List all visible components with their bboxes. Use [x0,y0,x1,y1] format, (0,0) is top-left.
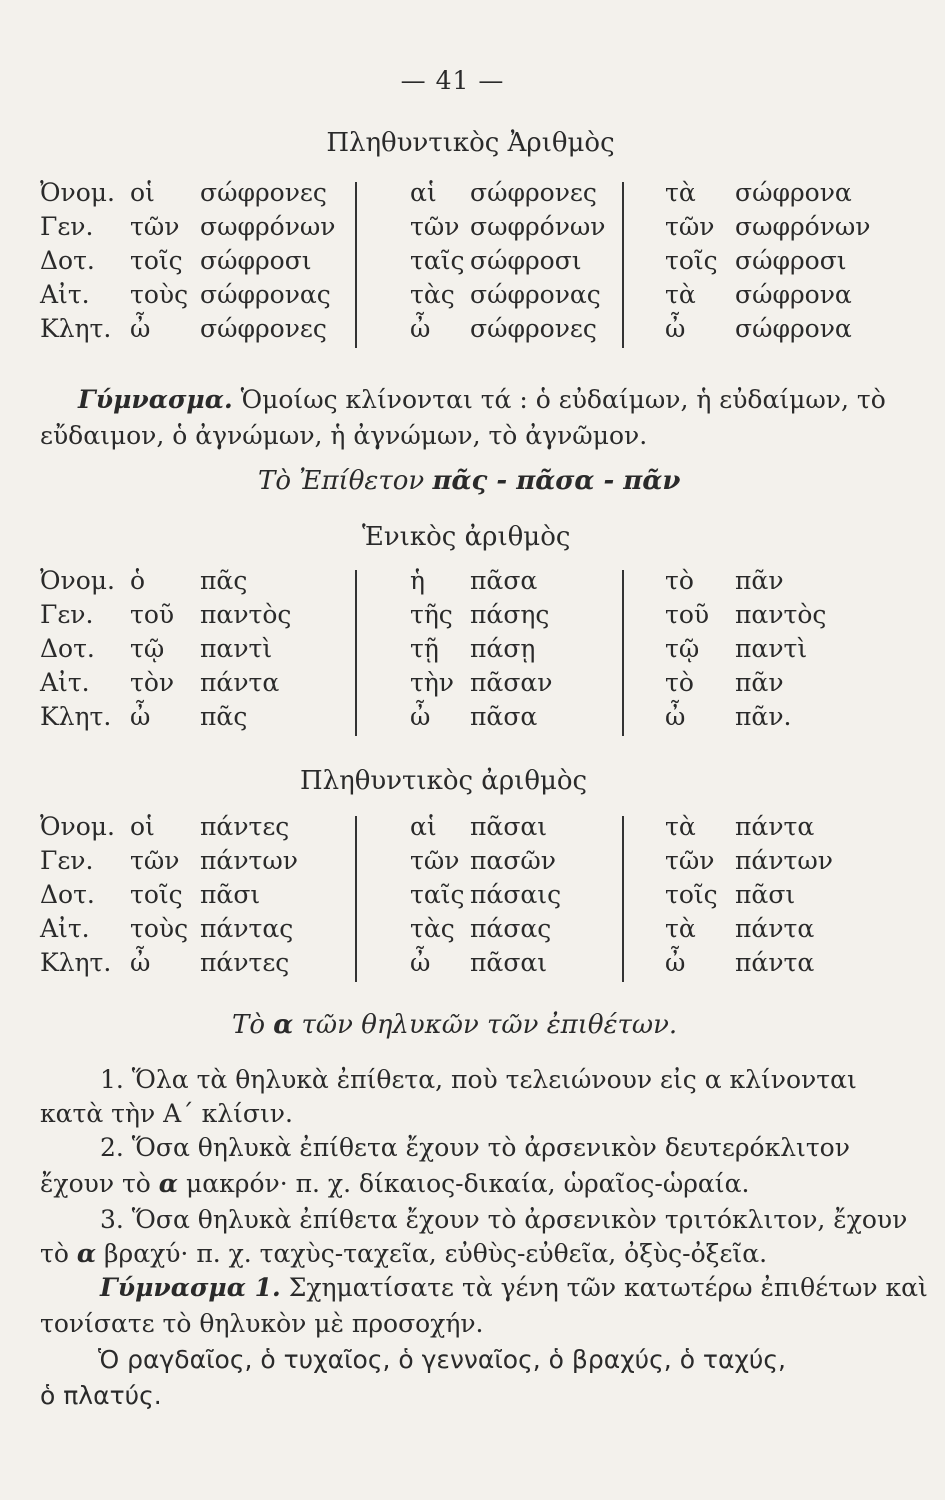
rule1-line2: κατὰ τὴν Α΄ κλίσιν. [40,1099,293,1128]
neut-article: τῶν [665,212,715,241]
column-divider [622,816,624,982]
fem-form: πάσαις [470,880,562,909]
fem-article: ὦ [410,702,431,731]
table-row [0,566,945,600]
masc-article: ὦ [130,314,151,343]
fem-form: πᾶσαν [470,668,553,697]
masc-form: σώφρονας [200,280,331,309]
masc-article: τοῦ [130,600,175,629]
case-label: Ὀνομ. [40,812,115,841]
masc-article: οἱ [130,812,155,841]
case-label: Αἰτ. [40,668,90,697]
rule2-line1: 2. Ὅσα θηλυκὰ ἐπίθετα ἔχουν τὸ ἀρσενικὸν δευτερόκλιτον [100,1133,850,1162]
fem-article: τὴν [410,668,455,697]
neut-form: σωφρόνων [735,212,871,241]
masc-form: σώφροσι [200,246,312,275]
rule3-line1: 3. Ὅσα θηλυκὰ ἐπίθετα ἔχουν τὸ ἀρσενικὸν τριτόκλιτον, ἔχουν [100,1205,908,1234]
table-row [0,600,945,634]
neut-article: τοῖς [665,880,718,909]
page-number: — 41 — [400,66,505,95]
neut-form: πᾶσι [735,880,796,909]
neut-article: τοῖς [665,246,718,275]
neut-article: ὦ [665,314,686,343]
case-label: Αἰτ. [40,280,90,309]
masc-article: τοῖς [130,880,183,909]
rule2-line2: ἔχουν τὸ α μακρόν· π. χ. δίκαιος-δικαία, ὡραῖος-ὡραία. [40,1169,750,1198]
case-label: Κλητ. [40,314,112,343]
neut-article: ὦ [665,702,686,731]
column-divider [355,816,357,982]
table-row [0,280,945,314]
masc-form: σώφρονες [200,178,327,207]
column-divider [355,182,357,348]
exercise1-line1: Γύμνασμα. Ὁμοίως κλίνονται τά : ὁ εὐδαίμων, ἡ εὐδαίμων, τὸ [78,385,886,414]
table-row [0,702,945,736]
case-label: Κλητ. [40,702,112,731]
exercise1-label: Γύμνασμα. [78,385,233,414]
fem-form: πάσῃ [470,634,536,663]
fem-form: σωφρόνων [470,212,606,241]
exercise2-line1: Γύμνασμα 1. Σχηματίσατε τὰ γένη τῶν κατωτέρω ἐπιθέτων καὶ [100,1273,928,1302]
masc-article: τὸν [130,668,175,697]
masc-article: οἱ [130,178,155,207]
fem-article: αἱ [410,178,437,207]
fem-article: τῶν [410,212,460,241]
fem-article: τῶν [410,846,460,875]
neut-article: τὰ [665,280,696,309]
column-divider [355,570,357,736]
neut-form: πᾶν [735,566,784,595]
fem-article: ἡ [410,566,425,595]
section3-heading: Πληθυντικὸς ἀριθμὸς [300,766,588,796]
neut-form: πάντων [735,846,833,875]
case-label: Δοτ. [40,634,95,663]
fem-article: τῇ [410,634,439,663]
fem-article: τὰς [410,280,455,309]
fem-article: ὦ [410,948,431,977]
case-label: Κλητ. [40,948,112,977]
masc-article: ὦ [130,948,151,977]
table-row [0,314,945,348]
masc-form: παντὶ [200,634,273,663]
case-label: Δοτ. [40,246,95,275]
case-label: Γεν. [40,212,94,241]
feminine-title: Τὸ α τῶν θηλυκῶν τῶν ἐπιθέτων. [232,1010,678,1040]
neut-form: σώφρονα [735,280,852,309]
neut-form: παντὸς [735,600,827,629]
masc-form: πάντα [200,668,280,697]
case-label: Ὀνομ. [40,566,115,595]
neut-article: τῶν [665,846,715,875]
neut-article: τὰ [665,178,696,207]
column-divider [622,570,624,736]
masc-form: πᾶς [200,566,248,595]
table-row [0,246,945,280]
fem-form: σώφρονες [470,178,597,207]
masc-form: σωφρόνων [200,212,336,241]
fem-form: σώφροσι [470,246,582,275]
table-row [0,668,945,702]
masc-article: ὦ [130,702,151,731]
neut-article: τὰ [665,812,696,841]
case-label: Αἰτ. [40,914,90,943]
neut-form: πάντα [735,948,815,977]
neut-article: τὸ [665,566,694,595]
fem-form: πᾶσαι [470,812,548,841]
exercise2-label: Γύμνασμα 1. [100,1273,281,1302]
table-row [0,880,945,914]
table-row [0,812,945,846]
fem-form: πᾶσα [470,702,538,731]
case-label: Γεν. [40,846,94,875]
neut-form: πάντα [735,914,815,943]
neut-form: σώφρονα [735,178,852,207]
fem-form: σώφρονας [470,280,601,309]
section2-heading: Ἑνικὸς ἀριθμὸς [362,522,571,552]
masc-article: τοῖς [130,246,183,275]
masc-form: παντὸς [200,600,292,629]
neut-article: τὰ [665,914,696,943]
neut-form: πάντα [735,812,815,841]
rule3-line2: τὸ α βραχύ· π. χ. ταχὺς-ταχεῖα, εὐθὺς-εὐθεῖα, ὀξὺς-ὀξεῖα. [40,1239,768,1268]
adjective-title: Τὸ Ἐπίθετον πᾶς - πᾶσα - πᾶν [258,466,681,496]
neut-form: σώφρονα [735,314,852,343]
exercise2-words-line2: ὁ πλατύς. [40,1381,162,1410]
table-row [0,846,945,880]
masc-form: πάντων [200,846,298,875]
table-row [0,212,945,246]
table-row [0,948,945,982]
exercise1-line2: εὔδαιμον, ὁ ἀγνώμων, ἡ ἀγνώμων, τὸ ἀγνῶμον. [40,421,648,450]
neut-article: ὦ [665,948,686,977]
neut-form: πᾶν. [735,702,792,731]
masc-article: τοὺς [130,914,189,943]
masc-form: πάντες [200,948,290,977]
neut-form: πᾶν [735,668,784,697]
fem-article: ταῖς [410,246,465,275]
neut-article: τοῦ [665,600,710,629]
masc-article: τοὺς [130,280,189,309]
fem-article: τὰς [410,914,455,943]
exercise2-words-line1: Ὁ ραγδαῖος, ὁ τυχαῖος, ὁ γενναῖος, ὁ βραχύς, ὁ ταχύς, [98,1345,786,1374]
table-row [0,178,945,212]
section1-heading: Πληθυντικὸς Ἀριθμὸς [326,128,615,158]
masc-article: τῷ [130,634,165,663]
fem-form: σώφρονες [470,314,597,343]
rule1-line1: 1. Ὅλα τὰ θηλυκὰ ἐπίθετα, ποὺ τελειώνουν εἰς α κλίνονται [100,1065,857,1094]
masc-form: πᾶσι [200,880,261,909]
table-row [0,634,945,668]
masc-article: ὁ [130,566,146,595]
masc-form: πάντες [200,812,290,841]
masc-article: τῶν [130,846,180,875]
fem-form: πᾶσαι [470,948,548,977]
neut-article: τῷ [665,634,700,663]
case-label: Ὀνομ. [40,178,115,207]
masc-form: πᾶς [200,702,248,731]
table-row [0,914,945,948]
masc-article: τῶν [130,212,180,241]
fem-form: πάσης [470,600,550,629]
masc-form: σώφρονες [200,314,327,343]
neut-article: τὸ [665,668,694,697]
fem-article: ὦ [410,314,431,343]
case-label: Δοτ. [40,880,95,909]
neut-form: σώφροσι [735,246,847,275]
neut-form: παντὶ [735,634,808,663]
fem-article: τῆς [410,600,453,629]
case-label: Γεν. [40,600,94,629]
fem-article: αἱ [410,812,437,841]
fem-article: ταῖς [410,880,465,909]
fem-form: πάσας [470,914,552,943]
exercise2-line2: τονίσατε τὸ θηλυκὸν μὲ προσοχήν. [40,1309,484,1338]
masc-form: πάντας [200,914,294,943]
column-divider [622,182,624,348]
fem-form: πᾶσα [470,566,538,595]
fem-form: πασῶν [470,846,556,875]
